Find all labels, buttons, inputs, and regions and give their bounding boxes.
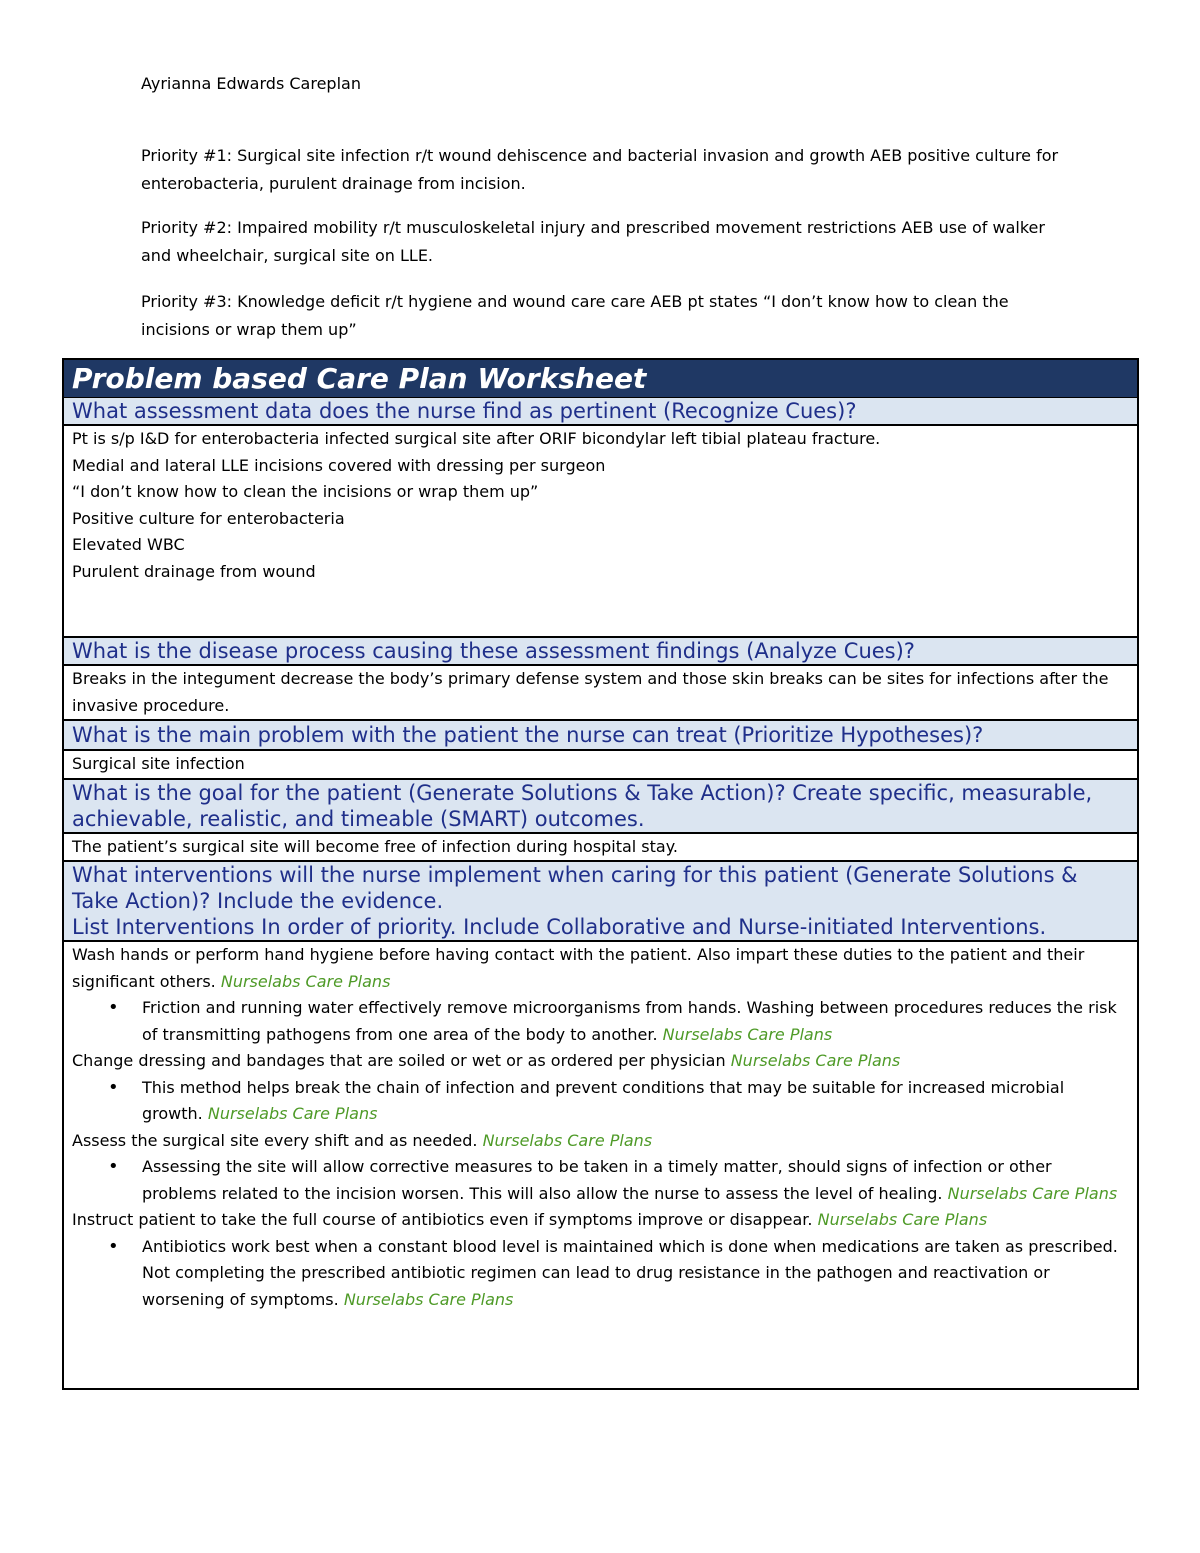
source-citation: Nurselabs Care Plans bbox=[817, 1210, 988, 1229]
rationale-text: Friction and running water effectively remove microorganisms from hands. Washing between procedures reduces the risk of transmitting pathogens from one area of the body to another. bbox=[142, 998, 1117, 1044]
intervention bbox=[72, 1128, 1129, 1155]
intervention-text: Change dressing and bandages that are soiled or wet or as ordered per physician bbox=[72, 1051, 726, 1070]
answer-prioritize-hypotheses: Surgical site infection bbox=[64, 751, 1137, 780]
intervention-text: Assess the surgical site every shift and as needed. bbox=[72, 1130, 478, 1150]
intervention bbox=[72, 1207, 1129, 1234]
assessment-item: “I don’t know how to clean the incisions or wrap them up” bbox=[72, 482, 539, 501]
question-recognize-cues: What assessment data does the nurse find as pertinent (Recognize Cues)? bbox=[64, 398, 1137, 426]
assessment-item: Pt is s/p I&D for enterobacteria infected surgical site after ORIF bicondylar left tibial plateau fracture. bbox=[72, 429, 881, 448]
assessment-item: Positive culture for enterobacteria bbox=[72, 508, 345, 528]
answer-analyze-cues: Breaks in the integument decrease the body’s primary defense system and those skin breaks can be sites for infections after the invasive procedure. bbox=[64, 666, 1137, 721]
priority-1: Priority #1: Surgical site infection r/t wound dehiscence and bacterial invasion and growth AEB positive culture for enterobacteria, purulent drainage from incision. bbox=[141, 146, 1059, 193]
source-citation: Nurselabs Care Plans bbox=[730, 1051, 901, 1070]
rationale-item bbox=[142, 1154, 1129, 1207]
rationale-text: Antibiotics work best when a constant blood level is maintained which is done when medications are taken as prescribed. Not completing the prescribed antibiotic regimen can lead to drug resistance in the pathogen and reactivation or worsening of symptoms. bbox=[142, 1236, 1118, 1309]
worksheet-title: Problem based Care Plan Worksheet bbox=[64, 360, 1137, 398]
source-citation: Nurselabs Care Plans bbox=[947, 1183, 1118, 1203]
rationale-text: Assessing the site will allow corrective measures to be taken in a timely matter, should signs of infection or other problems related to the incision worsen. This will also allow the nurse to assess the level of healing. bbox=[142, 1157, 1052, 1203]
question-interventions-part2: List Interventions In order of priority. Include Collaborative and Nurse-initiated Interventions. bbox=[72, 915, 1047, 939]
question-interventions bbox=[64, 862, 1137, 942]
source-citation: Nurselabs Care Plans bbox=[220, 971, 391, 991]
rationale-item bbox=[142, 1234, 1129, 1314]
source-citation: Nurselabs Care Plans bbox=[662, 1024, 833, 1044]
document-title: Ayrianna Edwards Careplan bbox=[141, 74, 361, 93]
source-citation: Nurselabs Care Plans bbox=[207, 1104, 378, 1123]
answer-smart-goal: The patient’s surgical site will become free of infection during hospital stay. bbox=[64, 834, 1137, 863]
care-plan-worksheet bbox=[62, 358, 1139, 1390]
intervention bbox=[72, 942, 1129, 995]
rationale-item bbox=[142, 1075, 1129, 1128]
assessment-item: Elevated WBC bbox=[72, 535, 185, 554]
intervention-text: Wash hands or perform hand hygiene before having contact with the patient. Also impart these duties to the patient and their significant others. bbox=[72, 945, 1085, 991]
intervention bbox=[72, 1048, 1129, 1075]
rationale-item bbox=[142, 995, 1129, 1048]
question-analyze-cues: What is the disease process causing these assessment findings (Analyze Cues)? bbox=[64, 638, 1137, 666]
assessment-item: Purulent drainage from wound bbox=[72, 561, 316, 581]
assessment-item: Medial and lateral LLE incisions covered with dressing per surgeon bbox=[72, 455, 606, 475]
intervention-text: Instruct patient to take the full course of antibiotics even if symptoms improve or disappear. bbox=[72, 1210, 813, 1229]
priority-2: Priority #2: Impaired mobility r/t musculoskeletal injury and prescribed movement restrictions AEB use of walker and wheelchair, surgical site on LLE. bbox=[141, 218, 1045, 265]
question-smart-goal: What is the goal for the patient (Generate Solutions & Take Action)? Create specific, measurable, achievable, realistic, and timeable (SMART) outcomes. bbox=[64, 780, 1137, 834]
answer-interventions bbox=[64, 942, 1137, 1313]
question-interventions-part1: What interventions will the nurse implement when caring for this patient (Generate Solutions & Take Action)? Include the evidence. bbox=[72, 863, 1078, 913]
answer-recognize-cues bbox=[64, 426, 1137, 638]
source-citation: Nurselabs Care Plans bbox=[482, 1130, 653, 1150]
source-citation: Nurselabs Care Plans bbox=[343, 1289, 514, 1309]
rationale-text: This method helps break the chain of infection and prevent conditions that may be suitable for increased microbial growth. bbox=[142, 1077, 1065, 1123]
question-prioritize-hypotheses: What is the main problem with the patient the nurse can treat (Prioritize Hypotheses)? bbox=[64, 721, 1137, 751]
priority-3: Priority #3: Knowledge deficit r/t hygiene and wound care care AEB pt states “I don’t know how to clean the incisions or wrap them up” bbox=[141, 292, 1009, 339]
